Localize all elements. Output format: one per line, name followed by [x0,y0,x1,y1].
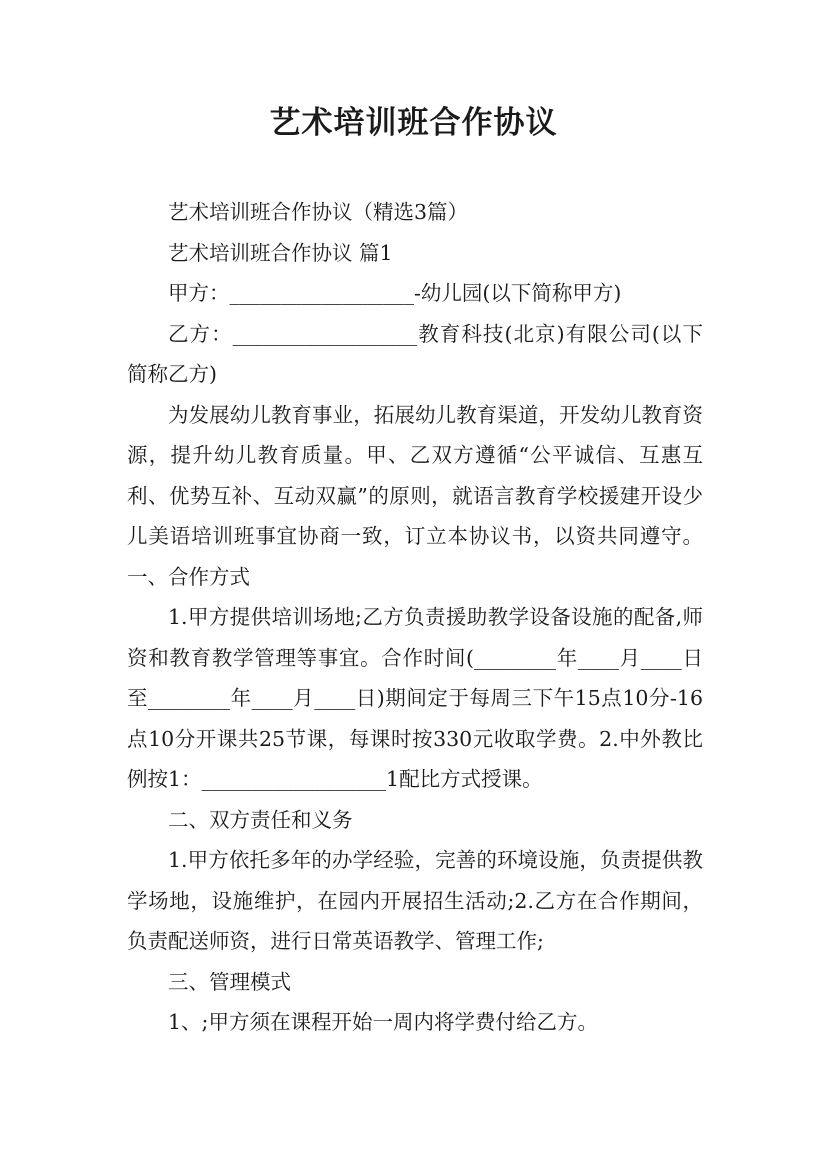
paragraph-management: 1、;甲方须在课程开始一周内将学费付给乙方。 [168,1010,598,1034]
paragraph-cooperation-terms: 1.甲方提供培训场地;乙方负责援助教学设备设施的配备,师资和教育教学管理等事宜。合作时间(________年____月____日至________年____月____日)期间定于每周三下午15点10分-16点10分开课共25节课，每课时按330元收取学费。2.中外教比例按1：__________________1配比方式授课。 [127,605,703,791]
document-body [127,192,703,1043]
paragraph-section-heading: 艺术培训班合作协议 篇1 [168,240,393,265]
paragraph-heading-responsibilities: 二、双方责任和义务 [168,807,353,832]
paragraph-preamble: 为发展幼儿教育事业，拓展幼儿教育渠道，开发幼儿教育资源，提升幼儿教育质量。甲、乙双方遵循“公平诚信、互惠互利、优势互补、互动双赢”的原则，就语言教育学校援建开设少儿美语培训班事宜协商一致，订立本协议书，以资共同遵守。一、合作方式 [127,402,703,589]
paragraph-subtitle: 艺术培训班合作协议（精选3篇） [168,200,469,224]
document-title: 艺术培训班合作协议 [269,105,558,141]
paragraph-responsibilities: 1.甲方依托多年的办学经验，完善的环境设施，负责提供教学场地，设施维护，在园内开展招生活动;2.乙方在合作期间，负责配送师资，进行日常英语教学、管理工作; [127,848,703,953]
paragraph-party-a: 甲方：__________________-幼儿园(以下简称甲方) [168,281,622,305]
paragraph-party-b: 乙方：__________________教育科技(北京)有限公司(以下简称乙方) [127,321,703,386]
paragraph-heading-management: 三、管理模式 [168,969,291,994]
